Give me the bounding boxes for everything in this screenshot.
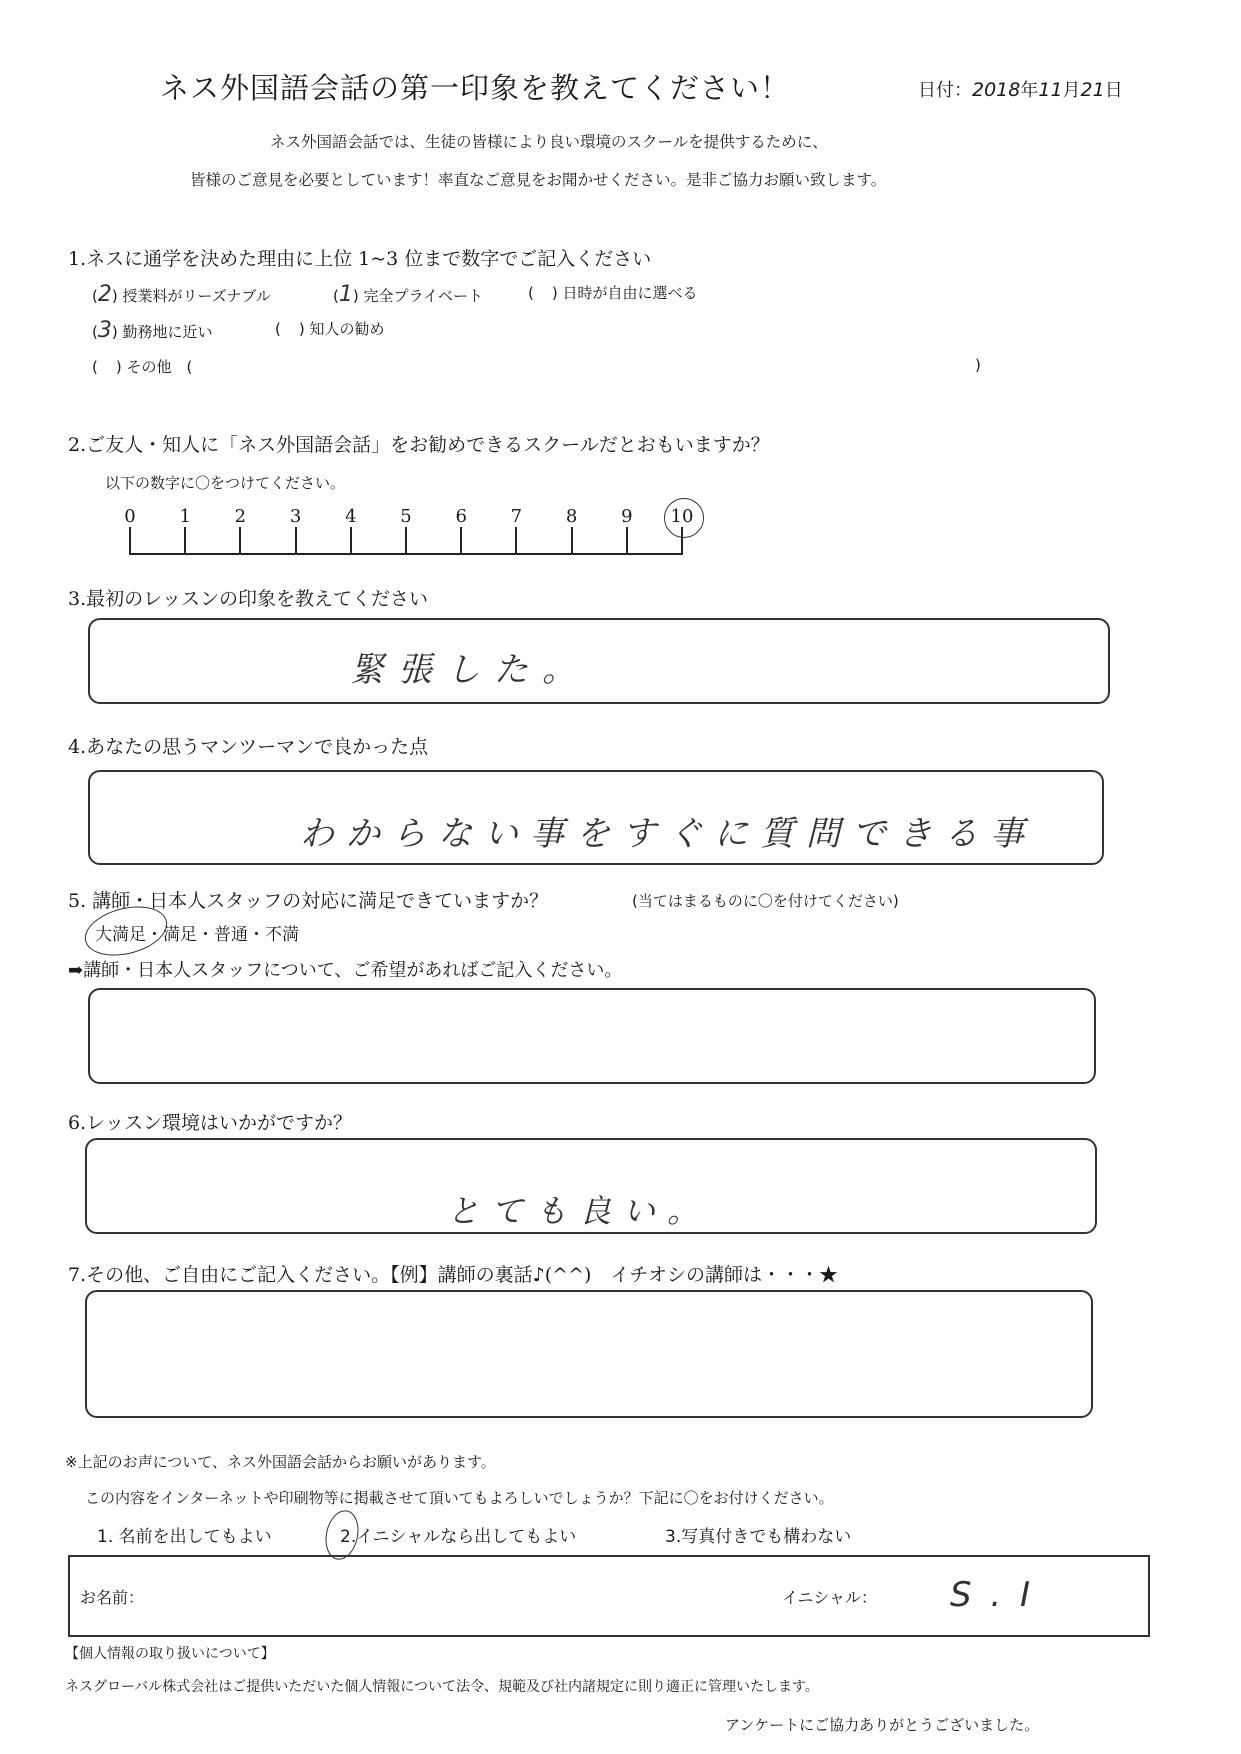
q1-rank-private[interactable]: 1 [338,282,353,307]
q5-question: 5. 講師・日本人スタッフの対応に満足できていますか？ [68,890,549,912]
q1-label-near-work: 勤務地に近い [122,323,213,341]
q5-option-neutral[interactable]: 普通 [214,925,248,945]
q1-option-near-work[interactable]: (3) 勤務地に近い [92,318,213,343]
q2-question: 2.ご友人・知人に「ネス外国語会話」をお勧めできるスクールだとおもいますか？ [68,434,770,456]
q1-label-referral: 知人の勧め [309,320,385,338]
q1-other-close-paren: ) [975,356,981,374]
scale-tick [129,527,131,555]
scale-number-1[interactable]: 1 [179,506,191,527]
initial-field[interactable]: S . I [950,1575,1035,1615]
scale-tick [239,527,241,555]
date-year[interactable]: 2018 [972,79,1021,101]
q5-option-satisfied[interactable]: 満足 [163,925,197,945]
consent-notice: ※上記のお声について、ネス外国語会話からお願いがあります。 [65,1453,496,1471]
privacy-heading: 【個人情報の取り扱いについて】 [65,1646,275,1662]
q4-answer: わからない事をすぐに質問できる事 [300,814,1036,854]
q7-question: 7.その他、ご自由にご記入ください。【例】講師の裏話♪(^^) イチオシの講師は・・・★ [68,1264,839,1286]
scale-tick [295,527,297,555]
q1-rank-tuition[interactable]: 2 [97,282,112,307]
date-label: 日付： [918,80,972,101]
survey-title: ネス外国語会話の第一印象を教えてください！ [160,71,791,105]
consent-option-name[interactable]: 1. 名前を出してもよい [97,1527,272,1547]
consent-option-photo[interactable]: 3.写真付きでも構わない [665,1527,852,1547]
scale-selected-circle [664,498,704,538]
q1-question: 1.ネスに通学を決めた理由に上位 1~3 位まで数字でご記入ください [68,248,652,270]
consent-request: この内容をインターネットや印刷物等に掲載させて頂いてもよろしいでしょうか？下記に〇をお付けください。 [85,1489,834,1507]
date-year-unit: 年 [1020,80,1039,101]
q1-label-private: 完全プライベート [363,287,484,305]
q3-answer-box[interactable] [88,618,1110,704]
intro-line-2: 皆様のご意見を必要としています！率直なご意見をお聞かせください。是非ご協力お願い致します。 [190,171,887,189]
initial-label: イニシャル： [782,1588,878,1607]
name-label: お名前： [80,1588,145,1607]
q5-note: (当てはまるものに〇を付けてください) [632,892,899,910]
q6-question: 6.レッスン環境はいかがですか？ [68,1112,352,1134]
scale-tick [460,527,462,555]
name-field[interactable] [170,1577,670,1613]
scale-number-2[interactable]: 2 [234,506,247,527]
q3-answer: 緊張した。 [350,650,590,690]
q1-label-tuition: 授業料がリーズナブル [122,287,271,305]
q6-answer-box[interactable] [85,1138,1097,1234]
scale-number-6[interactable]: 6 [455,506,467,527]
consent-option-initials[interactable]: 2.イニシャルなら出してもよい [340,1527,577,1547]
date-month-unit: 月 [1062,80,1081,101]
scale-tick [350,527,352,555]
q1-option-private[interactable]: (1) 完全プライベート [333,282,484,307]
scale-number-9[interactable]: 9 [621,506,633,527]
date-day-unit: 日 [1104,80,1123,101]
q1-label-other: その他 [126,358,172,376]
q5-option-dissatisfied[interactable]: 不満 [265,925,299,945]
q1-option-tuition[interactable]: (2) 授業料がリーズナブル [92,282,271,307]
scale-number-7[interactable]: 7 [510,506,523,527]
q1-other-input[interactable] [210,356,970,376]
separator: ・ [248,925,265,945]
q4-answer-box[interactable] [88,770,1104,865]
q7-answer-box[interactable] [85,1290,1093,1418]
q6-answer: とても良い。 [447,1192,712,1230]
q5-option-very-satisfied[interactable]: 大満足 [95,925,146,945]
q2-instruction: 以下の数字に〇をつけてください。 [105,474,346,492]
q3-question: 3.最初のレッスンの印象を教えてください [68,588,428,610]
q4-question: 4.あなたの思うマンツーマンで良かった点 [68,736,429,758]
scale-number-4[interactable]: 4 [345,506,357,527]
privacy-text: ネスグローバル株式会社はご提供いただいた個人情報について法令、規範及び社内諸規定に則り適正に管理いたします。 [65,1679,819,1695]
scale-number-0[interactable]: 0 [124,506,136,527]
scale-baseline [130,553,682,555]
scale-number-10[interactable]: 10 [670,506,694,527]
separator: ・ [146,925,163,945]
scale-tick [184,527,186,555]
scale-number-5[interactable]: 5 [400,506,412,527]
separator: ・ [197,925,214,945]
scale-tick [405,527,407,555]
scale-number-3[interactable]: 3 [289,506,302,527]
q1-rank-near-work[interactable]: 3 [97,318,112,343]
scale-tick [515,527,517,555]
q5-followup-box[interactable] [88,988,1096,1084]
q1-label-schedule: 日時が自由に選べる [562,284,698,302]
scale-tick [571,527,573,555]
survey-date [918,76,1123,102]
date-month[interactable]: 11 [1038,79,1063,101]
intro-line-1: ネス外国語会話では、生徒の皆様により良い環境のスクールを提供するために、 [270,133,828,151]
q5-followup: ➡講師・日本人スタッフについて、ご希望があればご記入ください。 [68,960,623,981]
identity-box [68,1555,1150,1637]
scale-number-8[interactable]: 8 [565,506,578,527]
scale-tick [626,527,628,555]
q1-option-referral[interactable]: ( ) 知人の勧め [275,320,385,338]
date-day[interactable]: 21 [1080,79,1105,101]
thanks-message: アンケートにご協力ありがとうございました。 [725,1716,1040,1734]
q1-option-schedule[interactable]: ( ) 日時が自由に選べる [528,284,698,302]
q1-option-other[interactable]: ( ) その他 ( [92,358,193,376]
